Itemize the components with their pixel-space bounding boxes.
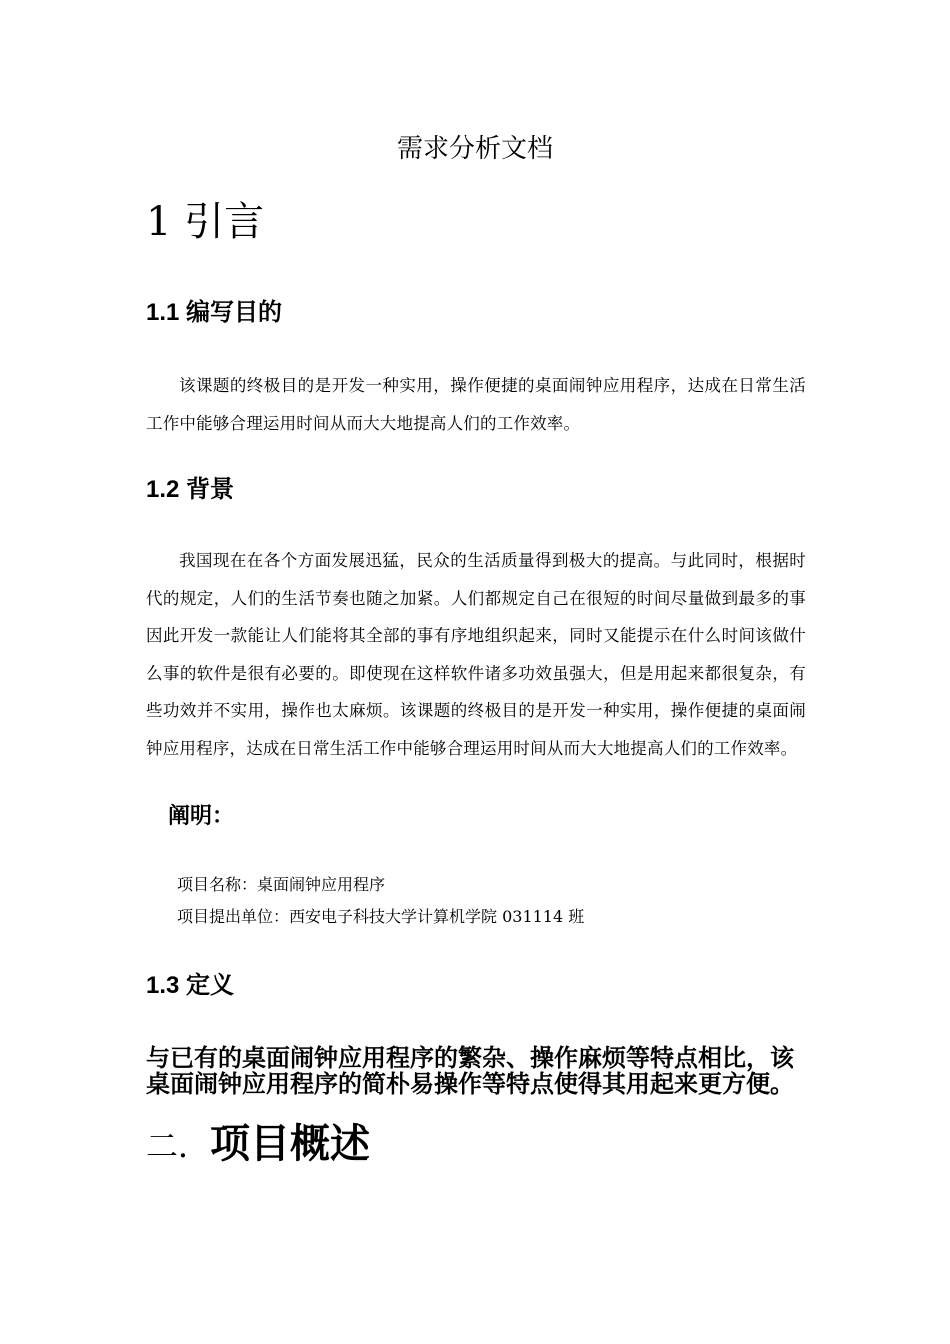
- section-1-2-heading: 1.2 背景: [146, 476, 235, 503]
- chapter-2-heading: [146, 1118, 370, 1172]
- section-1-3-heading: 1.3 定义: [146, 972, 235, 999]
- section-1-1-paragraph: 该课题的终极目的是开发一种实用，操作便捷的桌面闹钟应用程序，达成在日常生活工作中能够合理运用时间从而大大地提高人们的工作效率。: [146, 376, 806, 433]
- definition-text: 与已有的桌面闹钟应用程序的繁杂、操作麻烦等特点相比，该桌面闹钟应用程序的简朴易操作等特点使得其用起来更方便。: [146, 1045, 794, 1098]
- note-heading: 阐明：: [168, 803, 235, 828]
- chapter-2-title: 项目概述: [210, 1122, 371, 1166]
- section-1-1-heading: 1.1 编写目的: [146, 299, 283, 326]
- section-1-2-paragraph: 我国现在在各个方面发展迅猛，民众的生活质量得到极大的提高。与此同时，根据时代的规定，人们的生活节奏也随之加紧。人们都规定自己在很短的时间尽量做到最多的事因此开发一款能让人们能将其全部的事有序地组织起来，同时又能提示在什么时间该做什么事的软件是很有必要的。即使现在这样软件诸多功效虽强大，但是用起来都很复杂，有些功效并不实用，操作也太麻烦。该课题的终极目的是开发一种实用，操作便捷的桌面闹钟应用程序，达成在日常生活工作中能够合理运用时间从而大大地提高人们的工作效率。: [146, 551, 806, 758]
- project-unit-line: 项目提出单位：西安电子科技大学计算机学院 031114 班: [177, 907, 585, 926]
- chapter-1-heading: 1 引言: [146, 199, 265, 245]
- project-name-line: 项目名称：桌面闹钟应用程序: [177, 875, 386, 894]
- chapter-2-number: 二．: [146, 1127, 211, 1165]
- document-title: 需求分析文档: [396, 134, 553, 164]
